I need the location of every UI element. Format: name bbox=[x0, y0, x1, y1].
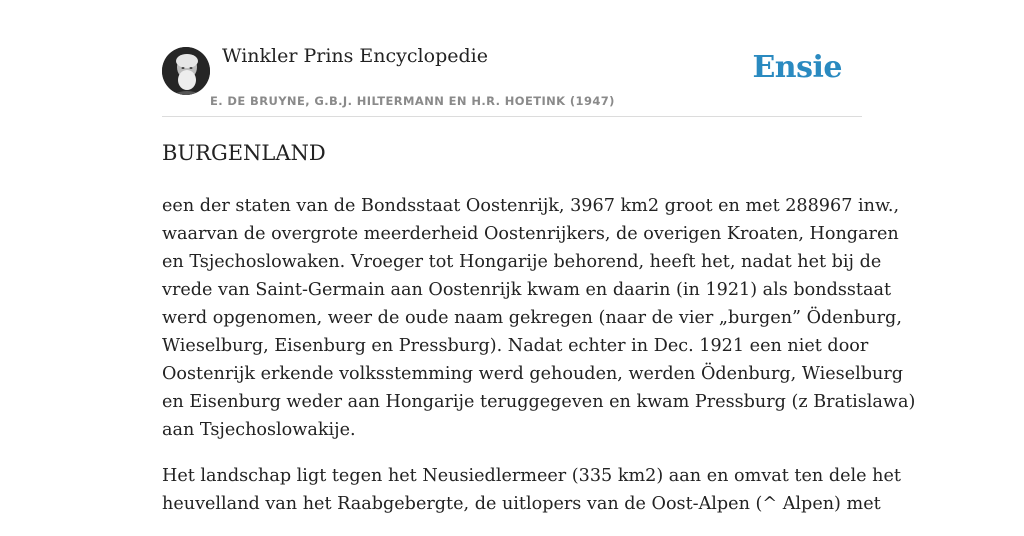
text-line: waarvan de overgrote meerderheid Oostenrijkers, de overigen Kroaten, Hongaren bbox=[162, 224, 899, 244]
header bbox=[162, 0, 862, 117]
text-line: Wieselburg, Eisenburg en Pressburg). Nadat echter in Dec. 1921 een niet door bbox=[162, 336, 869, 356]
text-line: vrede van Saint-Germain aan Oostenrijk kwam en daarin (in 1921) als bondsstaat bbox=[162, 280, 892, 300]
text-line: aan Tsjechoslowakije. bbox=[162, 420, 356, 440]
text-line: Het landschap ligt tegen het Neusiedlermeer (335 km2) aan en omvat ten dele het bbox=[162, 466, 901, 486]
paragraph bbox=[162, 192, 916, 444]
brand-logo[interactable]: Ensie bbox=[752, 50, 842, 85]
text-line: en Tsjechoslowaken. Vroeger tot Hongarije behorend, heeft het, nadat het bij de bbox=[162, 252, 882, 272]
authors-byline: E. DE BRUYNE, G.B.J. HILTERMANN EN H.R. HOETINK (1947) bbox=[210, 94, 615, 108]
entry-title: BURGENLAND bbox=[162, 141, 326, 165]
text-line: een der staten van de Bondsstaat Oostenrijk, 3967 km2 groot en met 288967 inw., bbox=[162, 196, 900, 216]
page bbox=[162, 0, 916, 514]
author-portrait-icon bbox=[162, 47, 210, 95]
paragraph bbox=[162, 462, 901, 518]
author-avatar[interactable] bbox=[162, 47, 210, 95]
text-line: en Eisenburg weder aan Hongarije teruggegeven en kwam Pressburg (z Bratislawa) bbox=[162, 392, 916, 412]
text-line: werd opgenomen, weer de oude naam gekregen (naar de vier „burgen” Ödenburg, bbox=[162, 308, 902, 328]
text-line: Oostenrijk erkende volksstemming werd gehouden, werden Ödenburg, Wieselburg bbox=[162, 364, 903, 384]
text-line: heuvelland van het Raabgebergte, de uitlopers van de Oost-Alpen (^ Alpen) met bbox=[162, 494, 881, 514]
site-title[interactable]: Winkler Prins Encyclopedie bbox=[222, 45, 488, 67]
entry-body bbox=[162, 192, 916, 536]
